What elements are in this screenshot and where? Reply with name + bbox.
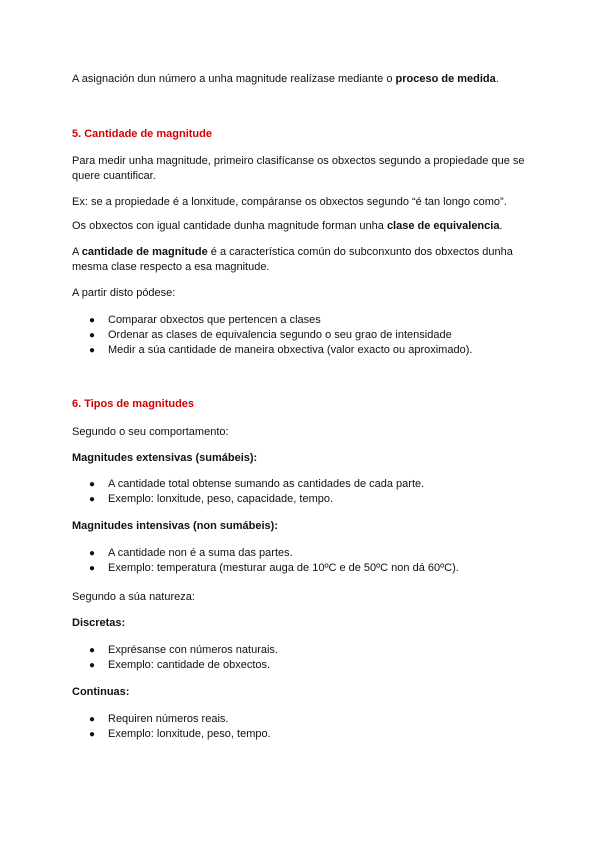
continuous-bullet-list: [72, 712, 532, 742]
bullet-icon: ●: [89, 645, 96, 656]
list-item: [72, 712, 532, 727]
bullet-icon: ●: [89, 714, 96, 725]
bullet-icon: ●: [89, 548, 96, 559]
intro-text: A asignación dun número a unha magnitude realízase mediante o: [72, 73, 396, 85]
list-item-text: Requiren números reais.: [108, 713, 229, 725]
list-item-text: Exemplo: temperatura (mesturar auga de 10ºC e de 50ºC non dá 60ºC).: [108, 562, 459, 574]
bullet-icon: ●: [89, 345, 96, 356]
section-6-paragraph-2: Segundo a súa natureza:: [72, 591, 195, 603]
list-item: [72, 658, 532, 673]
list-item: [72, 343, 532, 358]
extensive-bullet-list: [72, 477, 532, 507]
list-item: [72, 546, 532, 561]
list-item-text: Exemplo: cantidade de obxectos.: [108, 659, 271, 671]
section-5-bullet-list: [72, 313, 532, 358]
list-item-text: Comparar obxectos que pertencen a clases: [108, 314, 321, 326]
list-item: [72, 492, 532, 507]
list-item: [72, 477, 532, 492]
bullet-icon: ●: [89, 660, 96, 671]
intensive-title: Magnitudes intensivas (non sumábeis):: [72, 520, 278, 532]
list-item-text: Ordenar as clases de equivalencia segundo o seu grao de intensidade: [108, 329, 452, 341]
list-item: [72, 313, 532, 328]
list-item: [72, 727, 532, 742]
paragraph-4-bold: cantidade de magnitude: [81, 246, 208, 258]
list-item-text: Medir a súa cantidade de maneira obxectiva (valor exacto ou aproximado).: [108, 344, 473, 356]
section-5-paragraph-4: [72, 245, 532, 275]
intro-end: .: [495, 73, 499, 85]
intro-paragraph: [72, 72, 532, 87]
bullet-icon: ●: [89, 479, 96, 490]
list-item-text: A cantidade non é a suma das partes.: [108, 547, 293, 559]
discrete-bullet-list: [72, 643, 532, 673]
list-item-text: Exemplo: lonxitude, peso, tempo.: [108, 728, 271, 740]
list-item-text: A cantidade total obtense sumando as cantidades de cada parte.: [108, 478, 425, 490]
list-item: [72, 643, 532, 658]
discrete-title: Discretas:: [72, 617, 126, 629]
bullet-icon: ●: [89, 315, 96, 326]
paragraph-3-end: .: [499, 220, 503, 232]
section-5-paragraph-3: [72, 219, 532, 234]
section-6-paragraph-1: Segundo o seu comportamento:: [72, 426, 229, 438]
bullet-icon: ●: [89, 563, 96, 574]
section-5-paragraph-1: Para medir unha magnitude, primeiro clasifícanse os obxectos segundo a propiedade que se quere cuantificar.: [72, 155, 525, 182]
list-item: [72, 561, 532, 576]
intensive-bullet-list: [72, 546, 532, 576]
extensive-title: Magnitudes extensivas (sumábeis):: [72, 452, 258, 464]
list-item-text: Exprésanse con números naturais.: [108, 644, 278, 656]
bullet-icon: ●: [89, 494, 96, 505]
list-item: [72, 328, 532, 343]
intro-bold: proceso de medida: [395, 73, 496, 85]
bullet-icon: ●: [89, 330, 96, 341]
document-body: [72, 72, 532, 742]
bullet-icon: ●: [89, 729, 96, 740]
list-item-text: Exemplo: lonxitude, peso, capacidade, tempo.: [108, 493, 334, 505]
paragraph-3-text: Os obxectos con igual cantidade dunha magnitude forman unha: [72, 220, 387, 232]
section-5-paragraph-5: A partir disto pódese:: [72, 287, 176, 299]
continuous-title: Continuas:: [72, 686, 130, 698]
paragraph-4-pre: A: [72, 246, 82, 258]
paragraph-3-bold: clase de equivalencia: [386, 220, 500, 232]
section-5-heading: 5. Cantidade de magnitude: [72, 128, 212, 140]
paragraph-4-text: é a característica común do subconxunto dos obxectos dunha mesma clase respecto a esa magnitude.: [72, 246, 513, 273]
section-5-paragraph-2: Ex: se a propiedade é a lonxitude, compáranse os obxectos segundo “é tan longo como”.: [72, 196, 507, 208]
section-6-heading: 6. Tipos de magnitudes: [72, 398, 195, 410]
